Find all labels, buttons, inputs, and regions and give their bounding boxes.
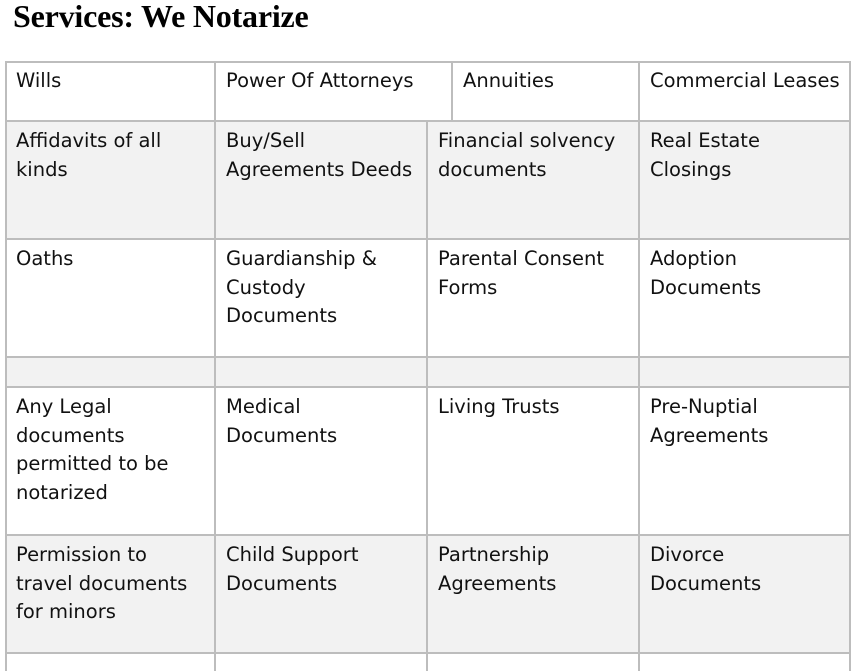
table-cell: Financial solvency documents xyxy=(438,129,616,181)
table-cell: Any Legal documents permitted to be notarized xyxy=(16,395,169,504)
table-cell: Child Support Documents xyxy=(226,543,359,595)
table-cell: Oaths xyxy=(16,247,74,270)
table-cell: Living Trusts xyxy=(438,395,560,418)
table-cell: Adoption Documents xyxy=(650,247,762,299)
table-cell: Permission to travel documents for minors xyxy=(16,543,188,623)
table-cell: Commercial Leases xyxy=(650,69,840,92)
table-cell xyxy=(639,653,851,671)
table-cell: Real Estate Closings xyxy=(650,129,760,181)
table-cell: Wills xyxy=(16,69,62,92)
table-cell xyxy=(427,357,639,387)
table-cell: Partnership Agreements xyxy=(438,543,557,595)
table-cell xyxy=(427,653,639,671)
table-cell: Divorce Documents xyxy=(650,543,762,595)
table-cell: Buy/Sell Agreements Deeds xyxy=(226,129,413,181)
table-cell: Affidavits of all kinds xyxy=(16,129,162,181)
table-cell: Annuities xyxy=(463,69,555,92)
table-cell xyxy=(215,653,427,671)
table-cell xyxy=(215,357,427,387)
page-title: Services: We Notarize xyxy=(13,0,309,34)
table-cell: Power Of Attorneys xyxy=(226,69,414,92)
services-table xyxy=(5,61,851,671)
table-cell xyxy=(639,357,851,387)
table-cell xyxy=(5,653,215,671)
table-cell: Medical Documents xyxy=(226,395,338,447)
table-cell xyxy=(5,357,215,387)
table-cell: Guardianship & Custody Documents xyxy=(226,247,377,327)
table-cell: Pre-Nuptial Agreements xyxy=(650,395,769,447)
table-cell: Parental Consent Forms xyxy=(438,247,605,299)
